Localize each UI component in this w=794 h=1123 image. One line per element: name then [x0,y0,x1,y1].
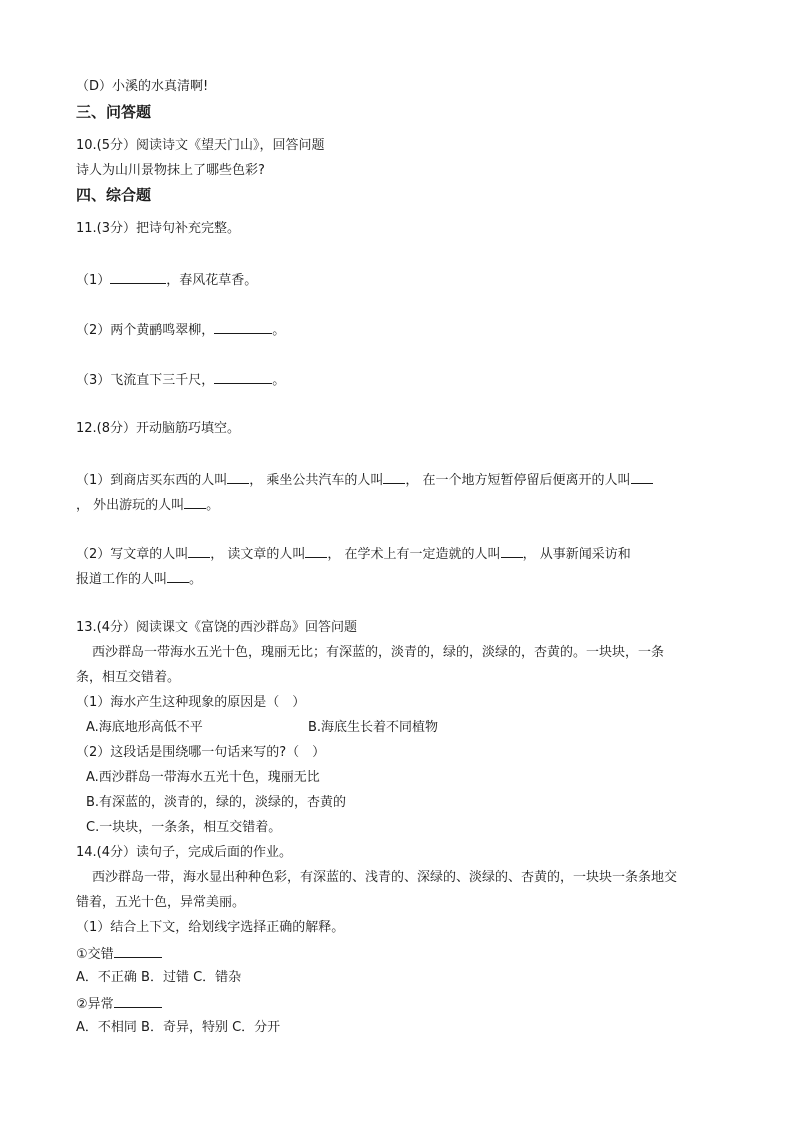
q14-sub1: （1）结合上下文，给划线字选择正确的解释。 [76,920,345,935]
q12-1-part-c: ， 在一个地方短暂停留后便离开的人叫 [405,473,631,488]
option-d-line: （D）小溪的水真清啊! [76,79,209,94]
q10-text: 诗人为山川景物抹上了哪些色彩? [76,163,265,178]
q12-1-part-d: ， 外出游玩的人叫 [76,498,185,513]
q13-sub2-option-c[interactable]: C.一块块，一条条，相互交错着。 [86,820,282,835]
q11-2-prefix: （2）两个黄鹂鸣翠柳， [76,323,215,338]
blank[interactable] [214,320,272,334]
q13-passage-line1: 西沙群岛一带海水五光十色，瑰丽无比；有深蓝的，淡青的，绿的，淡绿的，杏黄的。一块块，一条 [92,645,665,660]
q12-2-part-e: 报道工作的人叫 [76,572,168,587]
q13-title: 13.(4分）阅读课文《富饶的西沙群岛》回答问题 [76,620,358,635]
q12-title: 12.(8分）开动脑筋巧填空。 [76,421,241,436]
q11-1-suffix: ，春风花草香。 [166,273,258,288]
q14-passage-line1: 西沙群岛一带，海水显出种种色彩，有深蓝的、浅青的、深绿的、淡绿的、杏黄的，一块块一条条地交 [92,870,678,885]
q11-title: 11.(3分）把诗句补充完整。 [76,221,241,236]
q12-2-part-f: 。 [189,572,203,587]
q12-1-part-b: ， 乘坐公共汽车的人叫 [249,473,384,488]
q12-item-1-line1 [76,470,653,490]
q14-word-2-options: A．不相同 B．奇异，特别 C．分开 [76,1020,281,1035]
q14-passage-line2: 错着，五光十色，异常美丽。 [76,895,246,910]
blank[interactable] [184,495,206,509]
blank[interactable] [214,370,272,384]
q12-item-1-line2 [76,495,219,515]
blank[interactable] [114,994,162,1008]
q11-item-2 [76,320,285,340]
q14-word-2-label: ②异常 [76,997,114,1012]
q13-sub2-option-a[interactable]: A.西沙群岛一带海水五光十色，瑰丽无比 [86,770,320,785]
blank[interactable] [305,544,327,558]
q14-word-1-options: A．不正确 B．过错 C．错杂 [76,970,242,985]
q14-word-1 [76,944,162,964]
blank[interactable] [227,470,249,484]
blank[interactable] [501,544,523,558]
q11-2-suffix: 。 [272,323,286,338]
q13-sub2: （2）这段话是围绕哪一句话来写的?（ ） [76,745,326,760]
blank[interactable] [114,944,162,958]
q12-2-part-d: ， 从事新闻采访和 [522,547,631,562]
q12-1-part-e: 。 [206,498,220,513]
blank[interactable] [188,544,210,558]
blank[interactable] [383,470,405,484]
q12-item-2-line2 [76,569,202,589]
q14-word-1-label: ①交错 [76,947,114,962]
q11-item-3 [76,370,285,390]
q13-sub2-option-b[interactable]: B.有深蓝的，淡青的，绿的，淡绿的，杏黄的 [86,795,347,810]
q10-title: 10.(5分）阅读诗文《望天门山》，回答问题 [76,138,325,153]
q14-word-2 [76,994,162,1014]
section-heading-comprehensive: 四、综合题 [76,186,152,204]
q13-sub1-option-a[interactable]: A.海底地形高低不平 [86,720,203,735]
blank[interactable] [110,270,166,284]
q12-2-part-b: ， 读文章的人叫 [210,547,306,562]
blank[interactable] [167,569,189,583]
q12-2-part-a: （2）写文章的人叫 [76,547,189,562]
q12-2-part-c: ， 在学术上有一定造就的人叫 [327,547,501,562]
q13-sub1-option-b[interactable]: B.海底生长着不同植物 [308,720,439,735]
q11-item-1 [76,270,257,290]
q11-1-prefix: （1） [76,273,111,288]
q12-1-part-a: （1）到商店买东西的人叫 [76,473,228,488]
blank[interactable] [631,470,653,484]
section-heading-qa: 三、问答题 [76,103,152,121]
q13-passage-line2: 条，相互交错着。 [76,670,181,685]
q14-title: 14.(4分）读句子，完成后面的作业。 [76,845,293,860]
q12-item-2-line1 [76,544,631,564]
q11-3-prefix: （3）飞流直下三千尺， [76,373,215,388]
q11-3-suffix: 。 [272,373,286,388]
q13-sub1: （1）海水产生这种现象的原因是（ ） [76,695,306,710]
